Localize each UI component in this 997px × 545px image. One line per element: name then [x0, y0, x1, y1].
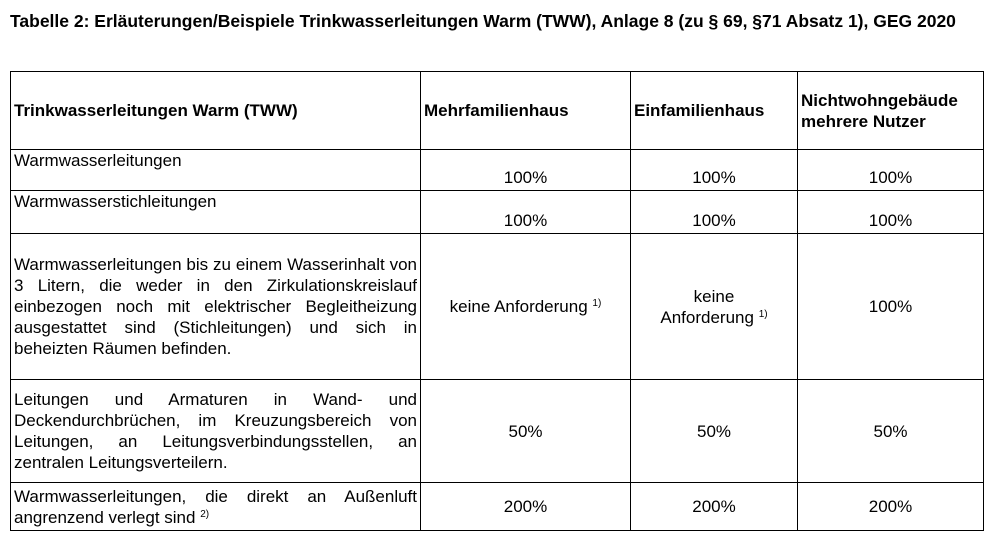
table-row — [11, 150, 984, 191]
cell-multi-family: 100% — [421, 191, 631, 234]
footnote-marker: 1) — [758, 308, 768, 320]
cell-multi-family: 50% — [421, 380, 631, 483]
row-label: Warmwasserleitungen — [11, 150, 421, 191]
row-label: Leitungen und Armaturen in Wand- und Deckendurchbrüchen, im Kreuzungsbereich von Leitungen, an Leitungsverbindungsstellen, an zentralen Leitungsverteilern. — [11, 380, 421, 483]
header-pipe-type: Trinkwasserleitungen Warm (TWW) — [11, 72, 421, 150]
table-caption: Tabelle 2: Erläuterungen/Beispiele Trinkwasserleitungen Warm (TWW), Anlage 8 (zu § 69, §71 Absatz 1), GEG 2020 — [10, 11, 956, 31]
table-row — [11, 483, 984, 531]
table-header-row — [11, 72, 984, 150]
cell-single-family: 50% — [631, 380, 798, 483]
cell-single-family: 100% — [631, 191, 798, 234]
row-label — [11, 483, 421, 531]
cell-single-family: 200% — [631, 483, 798, 531]
cell-non-residential: 100% — [798, 191, 984, 234]
row-label-text: Warmwasserleitungen, die direkt an Außenluft angrenzend verlegt sind — [14, 486, 417, 527]
footnote-marker: 2) — [200, 508, 210, 520]
header-multi-family-house: Mehrfamilienhaus — [421, 72, 631, 150]
cell-non-residential: 50% — [798, 380, 984, 483]
cell-non-residential: 100% — [798, 150, 984, 191]
insulation-requirements-table — [10, 71, 984, 531]
cell-value: keine Anforderung — [449, 297, 588, 316]
cell-non-residential: 100% — [798, 234, 984, 380]
cell-multi-family — [421, 234, 631, 380]
cell-value: keine Anforderung — [660, 286, 754, 327]
table-row — [11, 380, 984, 483]
row-label: Warmwasserleitungen bis zu einem Wasserinhalt von 3 Litern, die weder in den Zirkulationskreislauf einbezogen noch mit elektrischer Begleitheizung ausgestattet sind (Stichleitungen) und sich in beheizten Räumen befinden. — [11, 234, 421, 380]
table-row — [11, 234, 984, 380]
cell-single-family — [631, 234, 798, 380]
header-single-family-house: Einfamilienhaus — [631, 72, 798, 150]
footnote-marker: 1) — [592, 298, 602, 309]
table-row — [11, 191, 984, 234]
row-label: Warmwasserstichleitungen — [11, 191, 421, 234]
header-non-residential-building: Nichtwohngebäude mehrere Nutzer — [798, 72, 984, 150]
cell-multi-family: 200% — [421, 483, 631, 531]
cell-multi-family: 100% — [421, 150, 631, 191]
cell-single-family: 100% — [631, 150, 798, 191]
cell-non-residential: 200% — [798, 483, 984, 531]
